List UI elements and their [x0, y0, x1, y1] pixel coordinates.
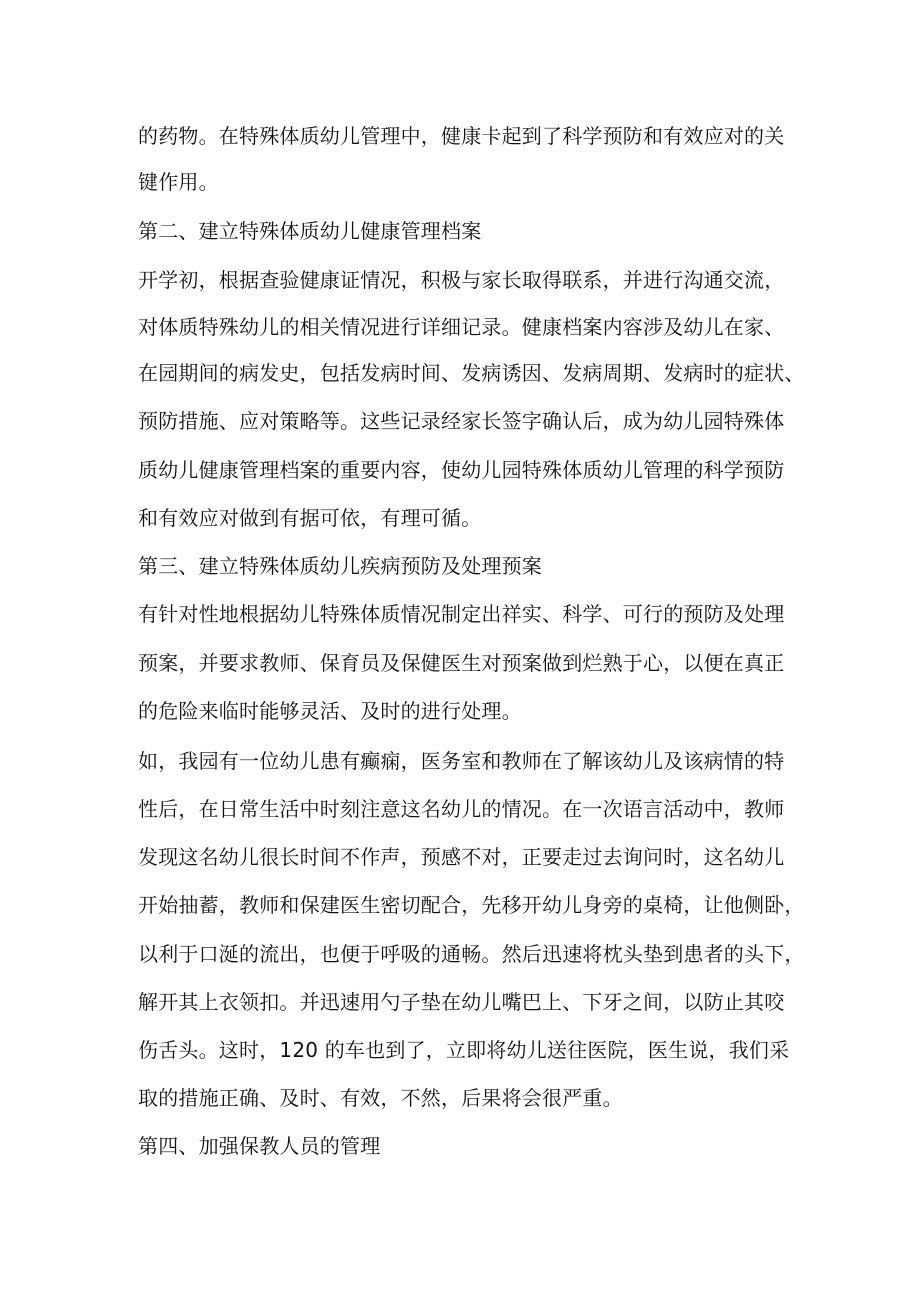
paragraph-line: 伤舌头。这时，120 的车也到了，立即将幼儿送往医院，医生说，我们采: [138, 1038, 790, 1062]
paragraph-line: 发现这名幼儿很长时间不作声，预感不对，正要走过去询问时，这名幼儿: [138, 845, 785, 869]
paragraph-line: 和有效应对做到有据可依，有理可循。: [138, 506, 482, 530]
paragraph-line: 开始抽蓄，教师和保建医生密切配合，先移开幼儿身旁的桌椅，让他侧卧，: [138, 893, 805, 917]
paragraph-line: 在园期间的病发史，包括发病时间、发病诱因、发病周期、发病时的症状、: [138, 361, 805, 385]
paragraph-line: 预案，并要求教师、保育员及保健医生对预案做到烂熟于心，以便在真正: [138, 651, 785, 675]
paragraph-line: 如，我园有一位幼儿患有癫痫，医务室和教师在了解该幼儿及该病情的特: [138, 749, 785, 773]
paragraph-line: 的药物。在特殊体质幼儿管理中，健康卡起到了科学预防和有效应对的关: [138, 124, 785, 148]
paragraph-line: 对体质特殊幼儿的相关情况进行详细记录。健康档案内容涉及幼儿在家、: [138, 315, 785, 339]
paragraph-line: 有针对性地根据幼儿特殊体质情况制定出祥实、科学、可行的预防及处理: [138, 602, 785, 626]
paragraph-line: 预防措施、应对策略等。这些记录经家长签字确认后，成为幼儿园特殊体: [138, 409, 785, 433]
paragraph-line: 解开其上衣领扣。并迅速用勺子垫在幼儿嘴巴上、下牙之间，以防止其咬: [138, 990, 785, 1014]
section-heading: 第二、建立特殊体质幼儿健康管理档案: [138, 219, 482, 243]
paragraph-line: 的危险来临时能够灵活、及时的进行处理。: [138, 699, 522, 723]
section-heading: 第三、建立特殊体质幼儿疾病预防及处理预案: [138, 554, 542, 578]
paragraph-line: 质幼儿健康管理档案的重要内容，使幼儿园特殊体质幼儿管理的科学预防: [138, 458, 785, 482]
paragraph-line: 性后，在日常生活中时刻注意这名幼儿的情况。在一次语言活动中，教师: [138, 797, 785, 821]
paragraph-line: 以利于口涎的流出，也便于呼吸的通畅。然后迅速将枕头垫到患者的头下，: [138, 942, 805, 966]
paragraph-line: 开学初，根据查验健康证情况，积极与家长取得联系，并进行沟通交流，: [138, 268, 785, 292]
section-heading: 第四、加强保教人员的管理: [138, 1134, 381, 1158]
paragraph-line: 取的措施正确、及时、有效，不然，后果将会很严重。: [138, 1086, 623, 1110]
paragraph-line: 键作用。: [138, 170, 219, 194]
